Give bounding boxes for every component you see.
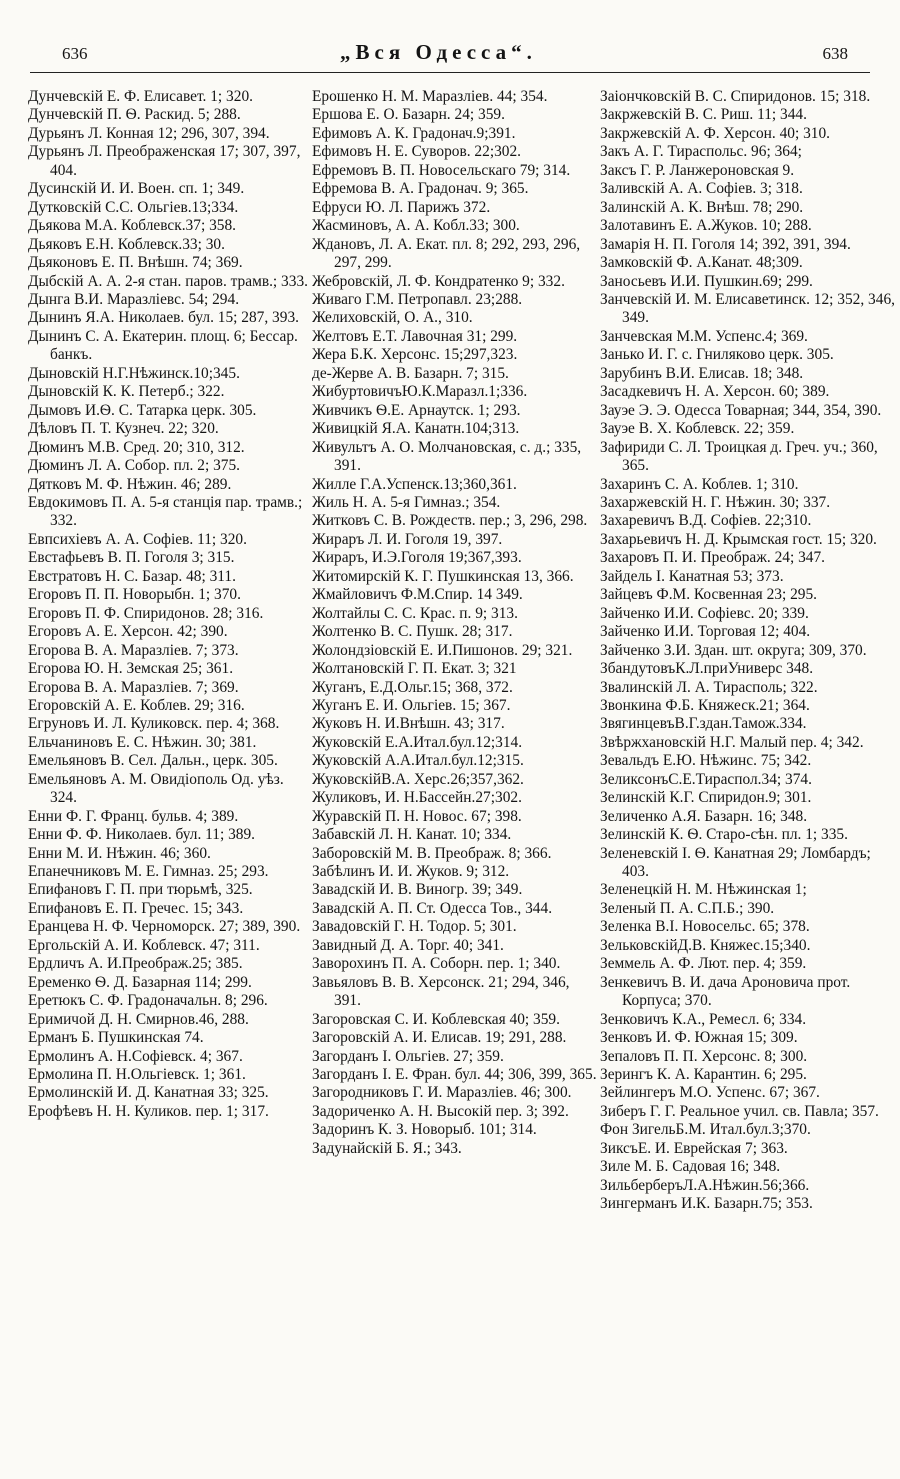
directory-entry: Задоринъ К. З. Новорыб. 101; 314. [312, 1121, 537, 1139]
directory-entry: Замарiя Н. П. Гоголя 14; 392, 391, 394. [600, 235, 851, 253]
directory-entry: Закъ А. Г. Тираспольс. 96; 364; [600, 143, 802, 161]
directory-entry: Звонкина Ф.Б. Княжеск.21; 364. [600, 696, 810, 714]
directory-entry: Дымовъ И.Ѳ. С. Татарка церк. 305. [28, 401, 257, 419]
directory-entry: Зайцевъ Ф.М. Косвенная 23; 295. [600, 586, 818, 604]
directory-entry: Зайченко И.И. Софiевс. 20; 339. [600, 604, 809, 622]
right-page-number: 638 [822, 44, 848, 63]
directory-entry: Евстафьевъ В. П. Гоголя 3; 315. [28, 549, 235, 567]
directory-entry: Закржевскiй А. Ф. Херсон. 40; 310. [600, 124, 831, 142]
directory-entry: Захаринъ С. А. Коблев. 1; 310. [600, 475, 799, 493]
directory-entry: Ерофѣевъ Н. Н. Куликов. пер. 1; 317. [28, 1102, 269, 1120]
directory-entry: Ермолинскiй И. Д. Канатная 33; 325. [28, 1084, 269, 1102]
directory-entry: Жираръ, И.Э.Гоголя 19;367,393. [312, 549, 522, 567]
directory-entry: Егорова В. А. Маразлiев. 7; 373. [28, 641, 239, 659]
directory-entry: Ермолинъ А. Н.Софiевск. 4; 367. [28, 1047, 243, 1065]
directory-entry: Жираръ Л. И. Гоголя 19, 397. [312, 530, 503, 548]
directory-entry: Жмайловичъ Ф.М.Спир. 14 349. [312, 586, 523, 604]
directory-entry: Жолондзiовскiй Е. И.Пишонов. 29; 321. [312, 641, 573, 659]
directory-entry: Дятковъ М. Ф. Нѣжин. 46; 289. [28, 475, 232, 493]
directory-entry: Живультъ А. О. Молчановская, с. д.; 335, 391. [312, 438, 582, 475]
directory-entry: Загородниковъ Г. И. Маразлiев. 46; 300. [312, 1084, 572, 1102]
directory-entry: Еранцева Н. Ф. Черноморск. 27; 389, 390. [28, 918, 301, 936]
directory-entry: Дутковскiй С.С. Ольгiев.13;334. [28, 198, 239, 216]
directory-entry: Жиль Н. А. 5-я Гимназ.; 354. [312, 493, 501, 511]
directory-entry: Ефимовъ Н. Е. Суворов. 22;302. [312, 143, 522, 161]
directory-entry: Жолтайлы С. С. Крас. п. 9; 313. [312, 604, 518, 622]
directory-entry: Зеленевскiй I. Ѳ. Канатная 29; Ломбардъ; 403. [600, 844, 871, 881]
directory-entry: Жуковъ Н. И.Внѣшн. 43; 317. [312, 715, 505, 733]
directory-entry: Епанечниковъ М. Е. Гимназ. 25; 293. [28, 863, 269, 881]
directory-entry: Дьякова М.А. Коблевск.37; 358. [28, 217, 237, 235]
directory-entry: Зеленецкiй Н. М. Нѣжинская 1; [600, 881, 807, 899]
directory-entry: Закржевскiй В. С. Риш. 11; 344. [600, 106, 807, 124]
directory-entry: Ерошенко Н. М. Маразлiев. 44; 354. [312, 88, 548, 105]
directory-entry: Зевальдъ Е.Ю. Нѣжинс. 75; 342. [600, 752, 812, 770]
directory-entry: Зеленка В.I. Новосельс. 65; 378. [600, 918, 810, 936]
running-title: „Вся Одесса“. [340, 40, 537, 64]
directory-entry: Евстратовъ Н. С. Базар. 48; 311. [28, 567, 236, 585]
directory-entry: Зелинскiй К. Ѳ. Старо-сѣн. пл. 1; 335. [600, 826, 848, 844]
directory-entry: Звѣржхановскiй Н.Г. Малый пер. 4; 342. [600, 733, 864, 751]
directory-entry: Жуганъ Е. И. Ольгiев. 15; 367. [312, 696, 511, 714]
directory-entry: Зайченко З.И. Здан. шт. округа; 309, 370. [600, 641, 867, 659]
directory-entry: Дусинскiй И. И. Воен. сп. 1; 349. [28, 180, 245, 198]
directory-entry: Егоровъ П. П. Новорыбн. 1; 370. [28, 586, 241, 604]
directory-entry: Жолтановскiй Г. П. Екат. 3; 321 [312, 660, 517, 678]
directory-entry: Зенкевичъ В. И. дача Ароновича прот. Корпуса; 370. [600, 973, 851, 1010]
directory-entry: де-Жерве А. В. Базарн. 7; 315. [312, 364, 509, 382]
directory-entry: Живчикъ Ѳ.Е. Арнаутск. 1; 293. [312, 401, 521, 419]
directory-entry: Дурьянъ Л. Преображенская 17; 307, 397, 404. [28, 143, 301, 179]
directory-entry: Завадовскiй Г. Н. Тодор. 5; 301. [312, 918, 517, 936]
directory-entry: Желтовъ Е.Т. Лавочная 31; 299. [312, 327, 518, 345]
directory-entry: Загоровскiй А. И. Елисав. 19; 291, 288. [312, 1029, 567, 1047]
directory-entry: Ельчаниновъ Е. С. Нѣжин. 30; 381. [28, 733, 257, 751]
directory-entry: ЗиксъЕ. И. Еврейская 7; 363. [600, 1139, 788, 1157]
directory-entry: Епифановъ Е. П. Гречес. 15; 343. [28, 899, 244, 917]
directory-entry: Ершова Е. О. Базарн. 24; 359. [312, 106, 505, 124]
directory-entry: Захаревичъ В.Д. Софiев. 22;310. [600, 512, 812, 530]
directory-entry: Дыбскiй А. А. 2-я стан. паров. трамв.; 333. [28, 272, 308, 290]
directory-entry: Заiончковскiй В. С. Спиридонов. 15; 318. [600, 88, 871, 105]
directory-entry: Заносьевъ И.И. Пушкин.69; 299. [600, 272, 813, 290]
directory-entry: ЖибуртовичъЮ.К.Маразл.1;336. [312, 383, 528, 401]
directory-entry: Зиберъ Г. Г. Реальное учил. св. Павла; 357. [600, 1102, 879, 1120]
directory-entry: Зарубинъ В.И. Елисав. 18; 348. [600, 364, 804, 382]
directory-entry: Ефруси Ю. Л. Парижъ 372. [312, 198, 491, 216]
column-3 [600, 88, 900, 1214]
directory-entry: Засадкевичъ Н. А. Херсон. 60; 389. [600, 383, 830, 401]
directory-entry: Енни М. И. Нѣжин. 46; 360. [28, 844, 211, 862]
directory-entry: Зингерманъ И.К. Базарн.75; 353. [600, 1195, 813, 1213]
directory-entry: Егруновъ И. Л. Куликовск. пер. 4; 368. [28, 715, 280, 733]
directory-entry: Ергольскiй А. И. Коблевск. 47; 311. [28, 936, 260, 954]
directory-entry: ЗвягинцевъВ.Г.здан.Тамож.334. [600, 715, 807, 733]
directory-entry: Завадскiй И. В. Виногр. 39; 349. [312, 881, 523, 899]
directory-entry: Заливскiй А. А. Софiев. 3; 318. [600, 180, 803, 198]
directory-entry: ЗильберберъЛ.А.Нѣжин.56;366. [600, 1176, 810, 1194]
directory-entry: Завидный Д. А. Торг. 40; 341. [312, 936, 504, 954]
directory-entry: Жолтенко В. С. Пушк. 28; 317. [312, 623, 513, 641]
directory-entry: Желиховскiй, О. А., 310. [312, 309, 473, 327]
directory-entry: Егоровъ А. Е. Херсон. 42; 390. [28, 623, 228, 641]
directory-entry: Дьяковъ Е.Н. Коблевск.33; 30. [28, 235, 225, 253]
directory-entry: Евпсихiевъ А. А. Софiев. 11; 320. [28, 530, 247, 548]
directory-entry: Житковъ С. В. Рождеств. пер.; 3, 296, 298. [312, 512, 588, 530]
directory-entry: Егорова В. А. Маразлiев. 7; 369. [28, 678, 239, 696]
directory-entry: ЗбандутовъК.Л.приУниверс 348. [600, 660, 814, 678]
directory-entry: Захаровъ П. И. Преображ. 24; 347. [600, 549, 826, 567]
directory-entry: Зеличенко А.Я. Базарн. 16; 348. [600, 807, 808, 825]
directory-entry: Ждановъ, Л. А. Екат. пл. 8; 292, 293, 296, 297, 299. [312, 235, 581, 272]
directory-entry: Житомирскiй К. Г. Пушкинская 13, 366. [312, 567, 574, 585]
directory-entry: Еретюкъ С. Ф. Градоначальн. 8; 296. [28, 992, 268, 1010]
directory-entry: Завьяловъ В. В. Херсонск. 21; 294, 346, 391. [312, 973, 570, 1010]
directory-entry: Дюминъ Л. А. Собор. пл. 2; 375. [28, 457, 240, 475]
directory-entry: Зайдель I. Канатная 53; 373. [600, 567, 784, 585]
directory-entry: Емельяновъ В. Сел. Дальн., церк. 305. [28, 752, 278, 770]
directory-entry: Зиле М. Б. Садовая 16; 348. [600, 1158, 781, 1176]
directory-entry: ЖуковскiйВ.А. Херс.26;357,362. [312, 770, 524, 788]
directory-entry: Ефремова В. А. Градонач. 9; 365. [312, 180, 529, 198]
directory-entry: Жасминовъ, А. А. Кобл.33; 300. [312, 217, 520, 235]
directory-entry: Зерингъ К. А. Карантин. 6; 295. [600, 1066, 807, 1084]
directory-entry: Забавскiй Л. Н. Канат. 10; 334. [312, 826, 512, 844]
directory-entry: Ердличъ А. И.Преображ.25; 385. [28, 955, 243, 973]
directory-entry: Захаржевскiй Н. Г. Нѣжин. 30; 337. [600, 493, 831, 511]
directory-entry: Дыновскiй К. К. Петерб.; 322. [28, 383, 225, 401]
directory-entry: Занчевская М.М. Успенс.4; 369. [600, 327, 808, 345]
page-header [0, 40, 900, 74]
directory-entry: Зеленый П. А. С.П.Б.; 390. [600, 899, 775, 917]
directory-entry: Журавскiй П. Н. Новос. 67; 398. [312, 807, 522, 825]
directory-entry: Зепаловъ П. П. Херсонс. 8; 300. [600, 1047, 808, 1065]
directory-entry: Жебровскiй, Л. Ф. Кондратенко 9; 332. [312, 272, 565, 290]
directory-entry: Живаго Г.М. Петропавл. 23;288. [312, 290, 523, 308]
directory-entry: Евдокимовъ П. А. 5-я станцiя пар. трамв.; 332. [28, 493, 303, 530]
directory-entry: Забѣлинъ И. И. Жуков. 9; 312. [312, 863, 510, 881]
directory-entry: Загорданъ I. Е. Фран. бул. 44; 306, 399, 365. [312, 1066, 597, 1084]
directory-entry: Енни Ф. Ф. Николаев. бул. 11; 389. [28, 826, 256, 844]
directory-entry: Живицкiй Я.А. Канатн.104;313. [312, 420, 520, 438]
directory-entry: Завадскiй А. П. Ст. Одесса Тов., 344. [312, 899, 553, 917]
directory-entry: Залотавинъ Е. А.Жуков. 10; 288. [600, 217, 812, 235]
directory-entry: Заксъ Г. Р. Ланжероновская 9. [600, 161, 795, 179]
directory-entry: Дыновскiй Н.Г.Нѣжинск.10;345. [28, 364, 240, 382]
directory-entry: Еримичой Д. Н. Смирнов.46, 288. [28, 1010, 249, 1028]
directory-entry: Жилле Г.А.Успенск.13;360,361. [312, 475, 517, 493]
directory-entry: Жуликовъ, И. Н.Бассейн.27;302. [312, 789, 522, 807]
column-1 [28, 88, 308, 1121]
directory-entry: Дьяконовъ Е. П. Внѣшн. 74; 369. [28, 254, 243, 272]
directory-entry: Егоровъ П. Ф. Спиридонов. 28; 316. [28, 604, 264, 622]
directory-entry: Дынинъ С. А. Екатерин. площ. 6; Бессар. банкъ. [28, 327, 298, 364]
directory-entry: Ермолина П. Н.Ольгiевск. 1; 361. [28, 1066, 246, 1084]
directory-entry: Жуковскiй А.А.Итал.бул.12;315. [312, 752, 524, 770]
directory-entry: Ефремовъ В. П. Новосельскаго 79; 314. [312, 161, 571, 179]
column-2 [312, 88, 597, 1158]
directory-entry: Захарьевичъ Н. Д. Крымская гост. 15; 320. [600, 530, 877, 548]
directory-entry: Задориченко А. Н. Высокiй пер. 3; 392. [312, 1102, 569, 1120]
directory-entry: Зайченко И.И. Торговая 12; 404. [600, 623, 811, 641]
directory-entry: Замковскiй Ф. А.Канат. 48;309. [600, 254, 803, 272]
directory-entry: Дѣловъ П. Т. Кузнеч. 22; 320. [28, 420, 219, 438]
directory-entry: Еременко Ѳ. Д. Базарная 114; 299. [28, 973, 252, 991]
directory-entry: Емельяновъ А. М. Овидiополь Од. уѣз. 324. [28, 770, 284, 807]
directory-entry: Зауэе В. Х. Коблевск. 22; 359. [600, 420, 795, 438]
directory-entry: Занчевскiй И. М. Елисаветинск. 12; 352, 346, 349. [600, 290, 895, 327]
directory-entry: Звалинскiй Л. А. Тирасполь; 322. [600, 678, 818, 696]
directory-entry: Егорова Ю. Н. Земская 25; 361. [28, 660, 234, 678]
directory-entry: Залинскiй А. К. Внѣш. 78; 290. [600, 198, 804, 216]
directory-entry: Задунайскiй Б. Я.; 343. [312, 1139, 462, 1157]
directory-entry: Енни Ф. Г. Франц. бульв. 4; 389. [28, 807, 239, 825]
directory-entry: Дынга В.И. Маразлiевс. 54; 294. [28, 290, 240, 308]
directory-entry: Зенковичъ К.А., Ремесл. 6; 334. [600, 1010, 807, 1028]
directory-entry: Зелинскiй К.Г. Спиридон.9; 301. [600, 789, 812, 807]
directory-entry: Заворохинъ П. А. Соборн. пер. 1; 340. [312, 955, 561, 973]
directory-entry: Дунчевскiй П. Ѳ. Раскид. 5; 288. [28, 106, 241, 124]
directory-entry: Ефимовъ А. К. Градонач.9;391. [312, 124, 516, 142]
left-page-number: 636 [62, 44, 88, 63]
directory-entry: Загорданъ I. Ольгiев. 27; 359. [312, 1047, 504, 1065]
directory-entry: ЗельковскiйД.В. Княжес.15;340. [600, 936, 811, 954]
directory-entry: Зафириди С. Л. Троицкая д. Греч. уч.; 360, 365. [600, 438, 878, 475]
directory-entry: Ерманъ Б. Пушкинская 74. [28, 1029, 204, 1047]
directory-entry: Занько И. Г. с. Гниляково церк. 305. [600, 346, 834, 364]
directory-entry: Дюминъ М.В. Сред. 20; 310, 312. [28, 438, 245, 456]
directory-entry: ЗеликсонъС.Е.Тираспол.34; 374. [600, 770, 812, 788]
directory-entry: Егоровскiй А. Е. Коблев. 29; 316. [28, 696, 245, 714]
directory-entry: Жуковскiй Е.А.Итал.бул.12;314. [312, 733, 523, 751]
directory-entry: Фон ЗигельБ.М. Итал.бул.3;370. [600, 1121, 811, 1139]
directory-entry: Зенковъ И. Ф. Южная 15; 309. [600, 1029, 798, 1047]
directory-entry: Загоровская С. И. Коблевская 40; 359. [312, 1010, 560, 1028]
header-rule [30, 72, 870, 73]
directory-entry: Жера Б.К. Херсонс. 15;297,323. [312, 346, 518, 364]
directory-entry: Дурьянъ Л. Конная 12; 296, 307, 394. [28, 124, 270, 142]
directory-entry: Земмель А. Ф. Лют. пер. 4; 359. [600, 955, 807, 973]
directory-entry: Заборовскiй М. В. Преображ. 8; 366. [312, 844, 552, 862]
directory-entry: Зауэе Э. Э. Одесса Товарная; 344, 354, 390. [600, 401, 882, 419]
directory-entry: Зейлингеръ М.О. Успенс. 67; 367. [600, 1084, 820, 1102]
directory-entry: Жуганъ, Е.Д.Ольг.15; 368, 372. [312, 678, 513, 696]
directory-entry: Дунчевскiй Е. Ф. Елисавет. 1; 320. [28, 88, 253, 105]
directory-entry: Дынинъ Я.А. Николаев. бул. 15; 287, 393. [28, 309, 299, 327]
directory-entry: Епифановъ Г. П. при тюрьмѣ, 325. [28, 881, 253, 899]
